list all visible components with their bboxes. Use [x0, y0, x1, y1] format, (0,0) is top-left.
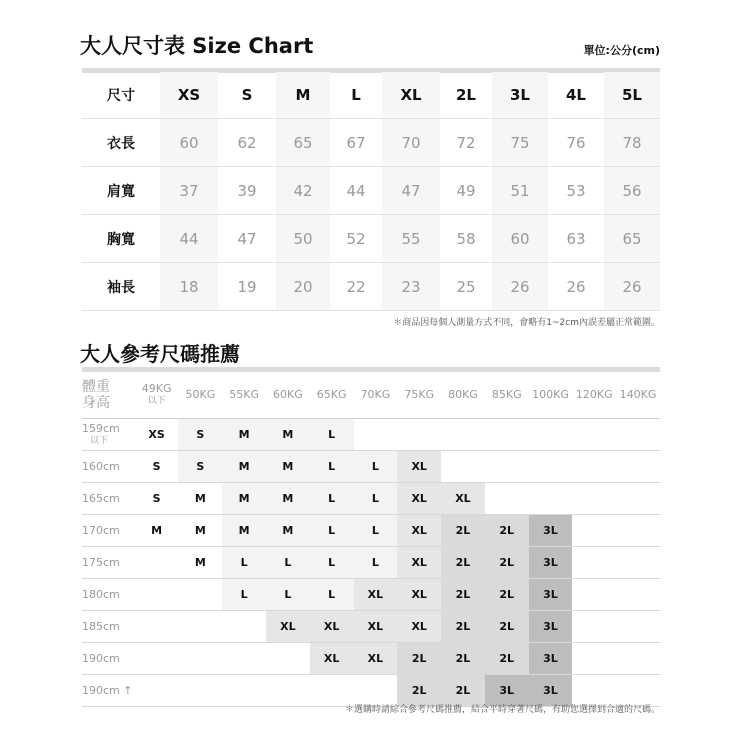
height-value: 159cm	[82, 421, 120, 435]
size-recommendation-cell	[572, 515, 616, 546]
recommendation-note: ＊選購時請綜合參考尺碼推薦，結合平時穿著尺碼，有助您選擇到合適的尺碼。	[344, 705, 660, 715]
size-recommendation-cell	[222, 611, 266, 642]
measurement-cell: 65	[276, 119, 330, 166]
size-recommendation-cell: 2L	[441, 579, 485, 610]
weight-value: 80KG	[448, 388, 478, 401]
size-recommendation-cell: 2L	[397, 675, 441, 706]
size-recommendation-cell: L	[222, 579, 266, 610]
size-recommendation-cell: M	[222, 451, 266, 482]
size-recommendation-cell	[266, 643, 310, 674]
measurement-cell: 25	[456, 277, 476, 296]
table-row	[82, 119, 660, 167]
size-header-5L: 5L	[604, 72, 660, 118]
measurement-cell: 23	[382, 263, 440, 310]
weight-header	[441, 372, 485, 418]
measurement-cell: 76	[566, 133, 586, 152]
table-row	[82, 263, 660, 311]
weight-header	[266, 372, 310, 418]
measurement-cell: 56	[604, 167, 660, 214]
table-header-row	[82, 372, 660, 419]
size-recommendation-cell: XL	[266, 611, 310, 642]
height-value: 175cm	[82, 555, 120, 569]
height-value: 180cm	[82, 587, 120, 601]
size-recommendation-cell	[135, 579, 179, 610]
size-recommendation-cell	[616, 451, 660, 482]
size-recommendation-cell: 2L	[441, 675, 485, 706]
size-recommendation-cell: 3L	[485, 675, 529, 706]
measurement-cell: 58	[456, 229, 476, 248]
measurement-cell: 72	[456, 133, 476, 152]
measurement-cell: 26	[566, 277, 586, 296]
measurement-cell: 51	[492, 167, 548, 214]
size-recommendation-cell: XL	[397, 515, 441, 546]
height-label	[82, 515, 135, 546]
size-recommendation-cell: L	[354, 515, 398, 546]
weight-header	[310, 372, 354, 418]
size-recommendation-cell: M	[222, 483, 266, 514]
size-recommendation-cell	[178, 675, 222, 706]
size-recommendation-cell	[616, 419, 660, 450]
corner-label	[82, 372, 135, 418]
weight-header	[529, 372, 573, 418]
weight-header	[397, 372, 441, 418]
table-row	[82, 451, 660, 483]
size-recommendation-cell	[572, 643, 616, 674]
size-recommendation-cell	[441, 419, 485, 450]
measurement-cell: 18	[160, 263, 218, 310]
size-recommendation-cell	[572, 419, 616, 450]
size-recommendation-cell: XL	[310, 643, 354, 674]
table-row	[82, 643, 660, 675]
size-recommendation-cell: L	[310, 579, 354, 610]
table-row	[82, 579, 660, 611]
size-recommendation-cell	[616, 611, 660, 642]
weight-value: 75KG	[404, 388, 435, 401]
measurement-cell: 52	[346, 229, 366, 248]
size-recommendation-cell	[135, 643, 179, 674]
size-recommendation-cell: 2L	[441, 515, 485, 546]
size-recommendation-cell: 3L	[529, 611, 573, 642]
height-label	[82, 547, 135, 578]
weight-value: 85KG	[491, 388, 522, 401]
height-label	[82, 643, 135, 674]
size-recommendation-cell	[529, 419, 573, 450]
size-chart-note: ＊商品因每個人測量方式不同，會略有1~2cm內誤差屬正常範圍。	[393, 318, 660, 328]
measurement-cell: 60	[492, 215, 548, 262]
size-recommendation-cell	[572, 483, 616, 514]
size-recommendation-cell	[397, 419, 441, 450]
height-label	[82, 419, 135, 450]
size-header-L: L	[351, 86, 361, 104]
size-recommendation-cell	[178, 643, 222, 674]
size-recommendation-cell: S	[152, 492, 161, 505]
recommendation-table	[82, 372, 660, 707]
weight-value: 140KG	[619, 388, 657, 401]
row-label: 肩寬	[107, 183, 135, 200]
measurement-cell: 75	[492, 119, 548, 166]
measurement-cell: 47	[237, 229, 257, 248]
table-row	[82, 611, 660, 643]
size-recommendation-cell: L	[310, 419, 354, 450]
size-recommendation-cell: L	[266, 547, 310, 578]
size-chart-table	[82, 72, 660, 311]
weight-label: 體重	[82, 379, 110, 395]
size-recommendation-cell: M	[266, 515, 310, 546]
size-recommendation-cell: XL	[397, 611, 441, 642]
size-recommendation-cell: M	[194, 524, 206, 537]
height-value: 165cm	[82, 491, 120, 505]
size-recommendation-cell	[222, 675, 266, 706]
size-recommendation-cell: 3L	[529, 515, 573, 546]
size-recommendation-cell	[529, 483, 573, 514]
header-label: 尺寸	[107, 88, 135, 104]
size-recommendation-cell: M	[266, 419, 310, 450]
size-recommendation-cell: L	[266, 579, 310, 610]
size-recommendation-cell	[178, 611, 222, 642]
size-recommendation-cell: S	[152, 460, 161, 473]
table-row	[82, 215, 660, 263]
size-recommendation-cell: XL	[354, 643, 398, 674]
height-value: 190cm ↑	[82, 683, 133, 697]
size-recommendation-cell	[616, 643, 660, 674]
measurement-cell: 67	[346, 133, 366, 152]
size-recommendation-cell: XL	[397, 483, 441, 514]
size-recommendation-cell: L	[354, 547, 398, 578]
size-recommendation-cell: 2L	[441, 611, 485, 642]
height-label	[82, 451, 135, 482]
weight-value: 100KG	[532, 388, 569, 401]
size-recommendation-cell: L	[354, 483, 398, 514]
size-recommendation-cell: M	[266, 483, 310, 514]
size-recommendation-cell: 3L	[529, 547, 573, 578]
weight-value: 60KG	[273, 388, 303, 401]
size-recommendation-cell: 2L	[397, 643, 441, 674]
size-recommendation-cell: 2L	[485, 515, 529, 546]
size-recommendation-cell	[485, 451, 529, 482]
weight-value: 120KG	[575, 388, 613, 401]
table-row	[82, 515, 660, 547]
measurement-cell: 49	[456, 181, 476, 200]
height-label	[82, 579, 135, 610]
measurement-cell: 44	[160, 215, 218, 262]
size-recommendation-cell	[441, 451, 485, 482]
size-recommendation-cell	[616, 515, 660, 546]
size-recommendation-cell: M	[222, 515, 266, 546]
size-header-S: S	[241, 86, 253, 104]
height-sub: 以下	[90, 435, 109, 446]
size-recommendation-cell: L	[354, 451, 398, 482]
weight-header	[616, 372, 660, 418]
size-recommendation-cell: 3L	[529, 643, 573, 674]
size-recommendation-cell	[529, 451, 573, 482]
size-recommendation-cell: XL	[310, 611, 354, 642]
row-label: 袖長	[107, 279, 135, 296]
measurement-cell: 22	[346, 277, 366, 296]
size-recommendation-cell: M	[151, 524, 163, 537]
size-recommendation-cell	[135, 675, 179, 706]
weight-value: 50KG	[185, 388, 216, 401]
size-recommendation-cell	[572, 547, 616, 578]
size-header-2L: 2L	[456, 86, 476, 104]
size-recommendation-cell	[616, 483, 660, 514]
table-header-row	[82, 72, 660, 119]
weight-header	[572, 372, 616, 418]
size-recommendation-cell	[572, 611, 616, 642]
size-recommendation-cell: 2L	[485, 611, 529, 642]
size-recommendation-cell: M	[222, 419, 266, 450]
height-label	[82, 611, 135, 642]
table-row	[82, 483, 660, 515]
measurement-cell: 62	[237, 133, 257, 152]
size-recommendation-cell	[616, 547, 660, 578]
size-recommendation-cell: L	[310, 451, 354, 482]
size-header-M: M	[276, 72, 330, 118]
measurement-cell: 70	[382, 119, 440, 166]
measurement-cell: 44	[346, 181, 366, 200]
measurement-cell: 26	[604, 263, 660, 310]
unit-label: 單位:公分(cm)	[583, 44, 660, 57]
size-recommendation-cell: XL	[354, 579, 398, 610]
size-recommendation-cell: 2L	[441, 547, 485, 578]
size-recommendation-cell	[572, 451, 616, 482]
size-recommendation-cell: 2L	[485, 547, 529, 578]
size-recommendation-cell: 2L	[485, 643, 529, 674]
height-value: 185cm	[82, 619, 120, 633]
measurement-cell: 26	[492, 263, 548, 310]
size-recommendation-cell: S	[178, 451, 222, 482]
height-value: 170cm	[82, 523, 120, 537]
height-value: 190cm	[82, 651, 120, 665]
size-recommendation-cell: XL	[397, 547, 441, 578]
table-row	[82, 167, 660, 215]
size-recommendation-cell: XL	[354, 611, 398, 642]
measurement-cell: 50	[276, 215, 330, 262]
height-label: 身高	[82, 395, 110, 411]
measurement-cell: 60	[160, 119, 218, 166]
measurement-cell: 65	[604, 215, 660, 262]
size-recommendation-cell: M	[194, 492, 206, 505]
weight-value: 55KG	[229, 388, 259, 401]
size-recommendation-cell	[616, 579, 660, 610]
weight-value: 70KG	[360, 388, 391, 401]
weight-sub: 以下	[147, 396, 166, 406]
height-label	[82, 675, 135, 706]
size-recommendation-cell	[485, 483, 529, 514]
measurement-cell: 78	[604, 119, 660, 166]
size-recommendation-cell: L	[310, 515, 354, 546]
size-chart-title: 大人尺寸表 Size Chart	[80, 34, 314, 58]
size-recommendation-cell	[135, 547, 179, 578]
size-recommendation-cell	[572, 579, 616, 610]
weight-value: 65KG	[316, 388, 347, 401]
measurement-cell: 42	[276, 167, 330, 214]
weight-header	[178, 372, 222, 418]
size-recommendation-cell: XL	[397, 579, 441, 610]
size-recommendation-cell: 2L	[441, 643, 485, 674]
size-header-3L: 3L	[492, 72, 548, 118]
size-recommendation-cell: XL	[397, 451, 441, 482]
size-header-4L: 4L	[566, 86, 586, 104]
size-recommendation-cell: S	[178, 419, 222, 450]
size-header-XL: XL	[382, 72, 440, 118]
size-recommendation-cell	[178, 579, 222, 610]
weight-value: 49KG	[141, 382, 172, 395]
size-recommendation-cell: M	[194, 556, 206, 569]
size-recommendation-cell: L	[310, 547, 354, 578]
measurement-cell: 19	[237, 277, 257, 296]
weight-header	[485, 372, 529, 418]
size-recommendation-cell: M	[266, 451, 310, 482]
row-label: 衣長	[107, 135, 135, 152]
measurement-cell: 53	[566, 181, 586, 200]
size-recommendation-cell: XL	[441, 483, 485, 514]
measurement-cell: 37	[160, 167, 218, 214]
measurement-cell: 20	[276, 263, 330, 310]
table-row	[82, 547, 660, 579]
size-header-XS: XS	[160, 72, 218, 118]
size-recommendation-cell	[266, 675, 310, 706]
size-recommendation-cell	[354, 419, 398, 450]
recommendation-title: 大人參考尺碼推薦	[80, 342, 240, 366]
height-value: 160cm	[82, 459, 120, 473]
size-recommendation-cell	[222, 643, 266, 674]
size-recommendation-cell: XS	[148, 428, 165, 441]
row-label: 胸寬	[107, 231, 135, 248]
weight-header	[222, 372, 266, 418]
measurement-cell: 39	[237, 181, 257, 200]
weight-header	[135, 372, 179, 418]
size-recommendation-cell: L	[310, 483, 354, 514]
size-recommendation-cell: 2L	[485, 579, 529, 610]
size-recommendation-cell	[485, 419, 529, 450]
measurement-cell: 47	[382, 167, 440, 214]
size-recommendation-cell: 3L	[529, 675, 573, 706]
height-label	[82, 483, 135, 514]
size-recommendation-cell	[135, 611, 179, 642]
measurement-cell: 63	[566, 229, 586, 248]
measurement-cell: 55	[382, 215, 440, 262]
table-row	[82, 419, 660, 451]
weight-header	[354, 372, 398, 418]
size-recommendation-cell: 3L	[529, 579, 573, 610]
size-recommendation-cell: L	[222, 547, 266, 578]
